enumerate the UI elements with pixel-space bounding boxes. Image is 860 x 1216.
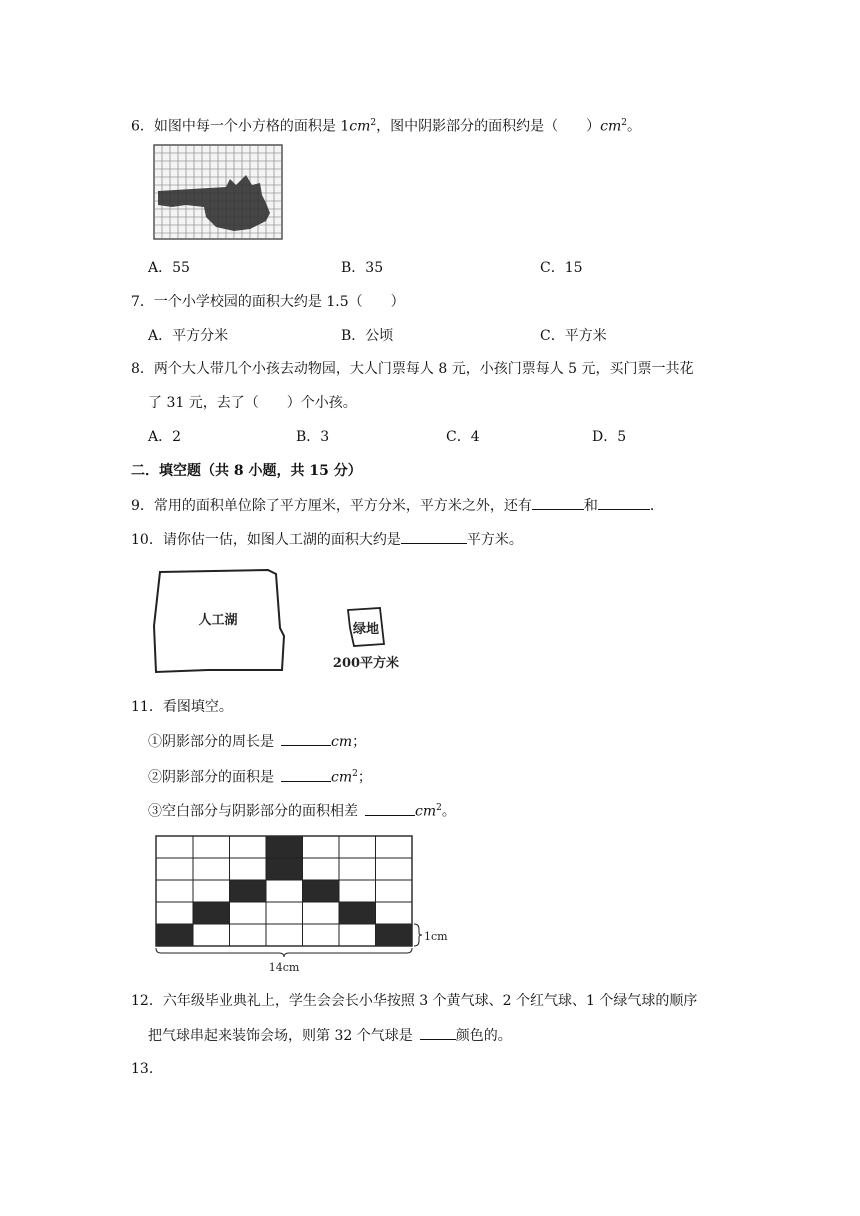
q10-blank[interactable] — [401, 529, 467, 544]
q11-bottom-brace — [156, 948, 412, 957]
q11-dim-bottom: 14cm — [268, 961, 300, 974]
q11-item-3: ③空白部分与阴影部分的面积相差 $cm^2$。 — [148, 798, 456, 822]
q8-stem-line1: 8．两个大人带几个小孩去动物园，大人门票每人 8 元，小孩门票每人 5 元，买门票一共花 — [131, 361, 694, 377]
section-title-fill-in: 二．填空题（共 8 小题，共 15 分） — [131, 463, 362, 479]
q9-blank-1[interactable] — [532, 495, 584, 510]
q7-option-a[interactable]: A．平方分米 — [148, 328, 229, 344]
q11-blank-2[interactable] — [281, 767, 331, 782]
q7-option-c[interactable]: C．平方米 — [540, 328, 607, 344]
q6-option-b[interactable]: B．35 — [341, 260, 384, 276]
q10-lake-figure — [148, 566, 410, 680]
q11-blank-3[interactable] — [365, 801, 415, 816]
q7-stem: 7．一个小学校园的面积大约是 1.5（ ） — [131, 294, 405, 310]
q11-item-1: ①阴影部分的周长是 cm； — [148, 731, 366, 752]
q9-blank-2[interactable] — [598, 495, 650, 510]
q10-greenland-area: 200平方米 — [332, 656, 400, 671]
q8-option-c[interactable]: C．4 — [446, 429, 480, 445]
q11-item-2: ②阴影部分的面积是 $cm^2$； — [148, 764, 372, 788]
q8-option-a[interactable]: A．2 — [148, 429, 182, 445]
q8-stem-line2: 了 31 元，去了（ ）个小孩。 — [148, 395, 357, 411]
q11-stem: 11．看图填空。 — [131, 699, 233, 715]
q11-right-brace — [414, 924, 422, 946]
q9-stem: 9．常用的面积单位除了平方厘米，平方分米，平方米之外，还有 和 ． — [131, 495, 664, 516]
q8-option-b[interactable]: B．3 — [296, 429, 330, 445]
q11-dim-right: 1cm — [424, 930, 448, 943]
q12-stem-line2: 把气球串起来装饰会场，则第 32 个气球是 颜色的。 — [148, 1025, 512, 1046]
q6-option-c[interactable]: C．15 — [540, 260, 583, 276]
q10-stem: 10．请你估一估，如图人工湖的面积大约是 平方米。 — [131, 529, 523, 550]
q13-stem: 13. — [131, 1061, 154, 1077]
q11-blank-1[interactable] — [281, 731, 331, 746]
q10-greenland-label: 绿地 — [352, 622, 380, 637]
q12-stem-line1: 12．六年级毕业典礼上，学生会会长小华按照 3 个黄气球、2 个红气球、1 个绿气球的顺序 — [131, 993, 698, 1009]
q8-option-d[interactable]: D．5 — [592, 429, 627, 445]
q10-lake-label: 人工湖 — [198, 613, 238, 628]
q7-option-b[interactable]: B．公顷 — [341, 328, 394, 344]
q6-stem: 6．如图中每一个小方格的面积是 $1cm^2$，图中阴影部分的面积约是（ ）$cm^2$。 — [131, 118, 641, 135]
q12-blank[interactable] — [420, 1025, 456, 1040]
q6-option-a[interactable]: A．55 — [148, 260, 190, 276]
q11-grid-figure — [148, 830, 448, 978]
q6-grid-figure — [150, 141, 286, 243]
